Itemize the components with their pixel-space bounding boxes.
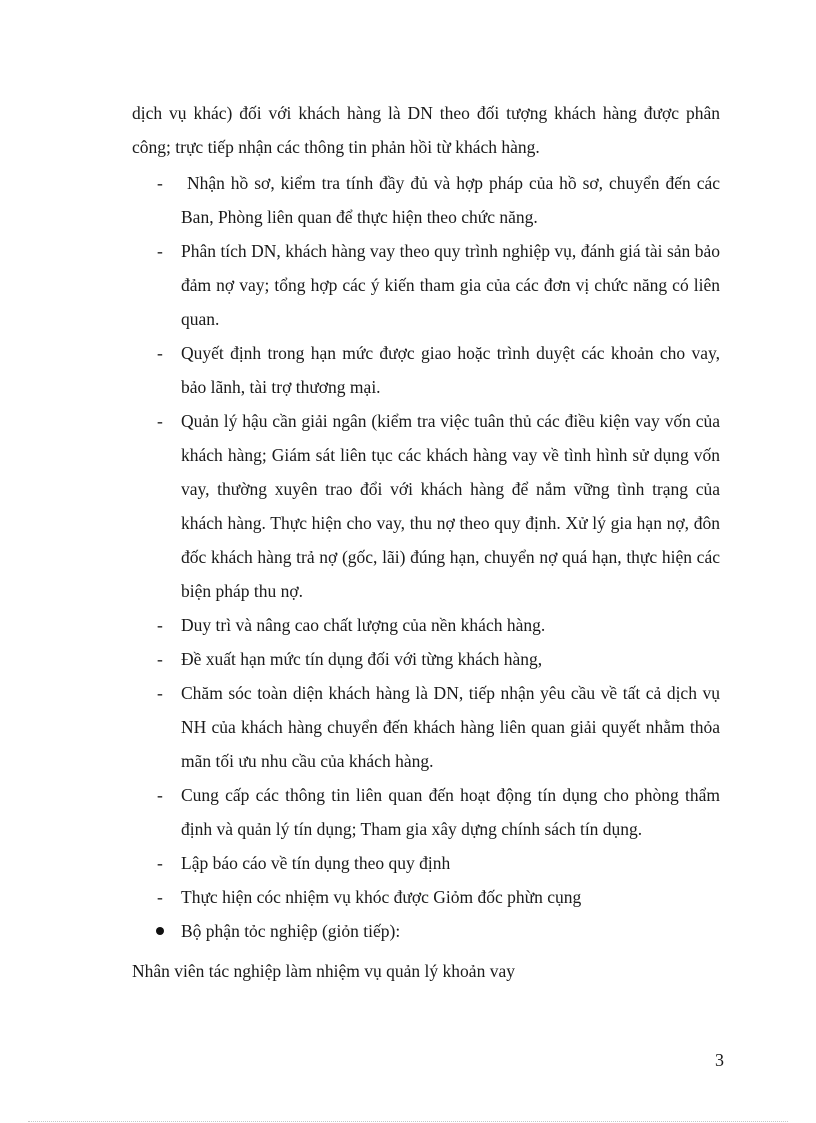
dash-marker: - [157, 241, 163, 261]
list-item [0, 404, 816, 608]
footer-divider [28, 1121, 788, 1122]
list-item-text: Quyết định trong hạn mức được giao hoặc trình duyệt các khoản cho vay, bảo lãnh, tài trợ thương mại. [181, 343, 720, 397]
dash-marker: - [157, 411, 163, 431]
intro-paragraph: dịch vụ khác) đối với khách hàng là DN theo đối tượng khách hàng được phân công; trực tiếp nhận các thông tin phản hồi từ khách hàng. [132, 103, 720, 157]
tail-paragraph: Nhân viên tác nghiệp làm nhiệm vụ quản lý khoản vay [132, 961, 515, 981]
list-item-text: Cung cấp các thông tin liên quan đến hoạt động tín dụng cho phòng thẩm định và quản lý tín dụng; Tham gia xây dựng chính sách tín dụng. [181, 785, 720, 839]
list-item [0, 846, 816, 880]
list-item [0, 608, 816, 642]
list-item-text: Quản lý hậu cần giải ngân (kiểm tra việc tuân thủ các điều kiện vay vốn của khách hàng; Giám sát liên tục các khách hàng vay về tình hình sử dụng vốn vay, thường xuyên trao đổi với khách hàng để nắm vững tình trạng của khách hàng. Thực hiện cho vay, thu nợ theo quy định. Xử lý gia hạn nợ, đôn đốc khách hàng trả nợ (gốc, lãi) đúng hạn, chuyển nợ quá hạn, thực hiện các biện pháp thu nợ. [181, 411, 720, 601]
list-item [0, 778, 816, 846]
list-item-text: Đề xuất hạn mức tín dụng đối với từng khách hàng, [181, 649, 543, 669]
list-item [0, 336, 816, 404]
list-item-text: Lập báo cáo về tín dụng theo quy định [181, 853, 451, 873]
dash-marker: - [157, 649, 163, 669]
list-item [0, 234, 816, 336]
bullet-item [0, 914, 816, 948]
list-item-text: Phân tích DN, khách hàng vay theo quy trình nghiệp vụ, đánh giá tài sản bảo đảm nợ vay; tổng hợp các ý kiến tham gia của các đơn vị chức năng có liên quan. [181, 241, 720, 329]
dash-marker: - [157, 173, 163, 193]
dash-marker: - [157, 853, 163, 873]
duty-list [0, 166, 816, 948]
list-item [0, 166, 816, 234]
dash-marker: - [157, 343, 163, 363]
dash-marker: - [157, 615, 163, 635]
list-item-text: Chăm sóc toàn diện khách hàng là DN, tiếp nhận yêu cầu về tất cả dịch vụ NH của khách hàng chuyển đến khách hàng liên quan giải quyết nhằm thỏa mãn tối ưu nhu cầu của khách hàng. [181, 683, 720, 771]
list-item [0, 676, 816, 778]
bullet-item-text: Bộ phận tỏc nghiệp (giỏn tiếp): [181, 921, 401, 941]
list-item [0, 880, 816, 914]
dash-marker: - [157, 887, 163, 907]
dash-marker: - [157, 683, 163, 703]
dash-marker: - [157, 785, 163, 805]
bullet-dot-icon [156, 927, 164, 935]
list-item-text: Thực hiện cóc nhiệm vụ khóc được Giỏm đốc phừn cụng [181, 887, 582, 907]
list-item-text: Duy trì và nâng cao chất lượng của nền khách hàng. [181, 615, 546, 635]
page-number: 3 [715, 1050, 724, 1070]
list-item-text: Nhận hồ sơ, kiểm tra tính đầy đủ và hợp pháp của hồ sơ, chuyển đến các Ban, Phòng liên quan để thực hiện theo chức năng. [181, 173, 725, 227]
list-item [0, 642, 816, 676]
